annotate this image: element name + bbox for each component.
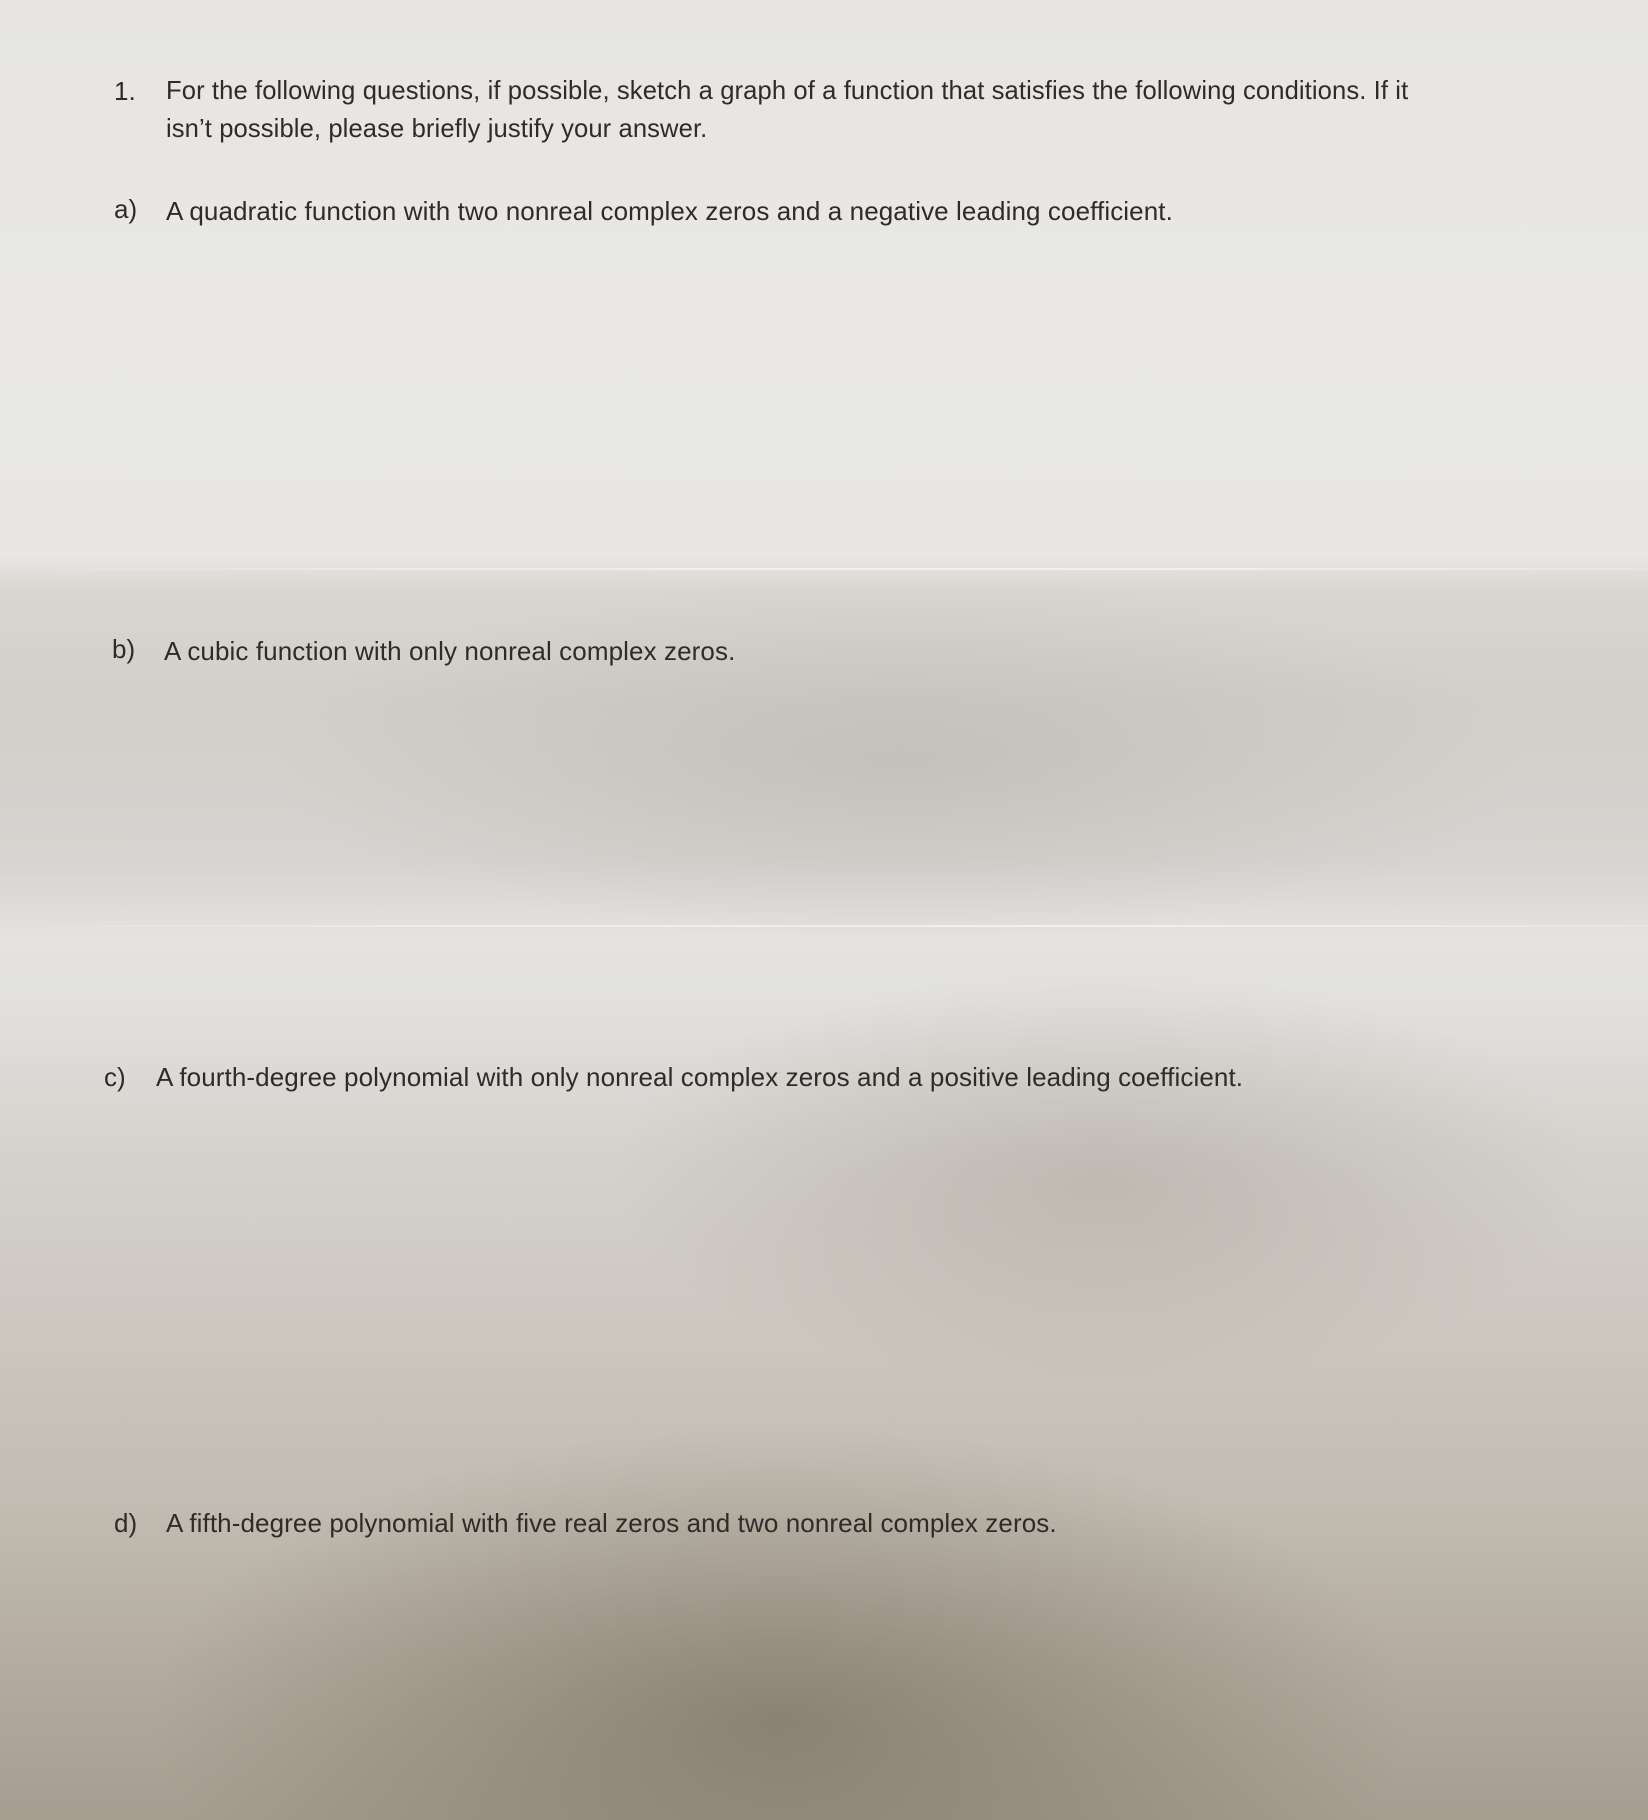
part-a-label: a)	[114, 194, 138, 224]
question-number: 1.	[114, 76, 136, 106]
question-text-line-2: isn’t possible, please briefly justify your answer.	[166, 115, 708, 143]
part-d-text: A fifth-degree polynomial with five real zeros and two nonreal complex zeros.	[166, 1508, 1057, 1538]
part-c-text: A fourth-degree polynomial with only nonreal complex zeros and a positive leading coefficient.	[156, 1062, 1244, 1092]
paper-crease	[0, 568, 1648, 570]
part-c-label: c)	[104, 1062, 126, 1092]
part-a-text: A quadratic function with two nonreal complex zeros and a negative leading coefficient.	[166, 196, 1173, 226]
part-b-label: b)	[112, 634, 136, 664]
part-d-label: d)	[114, 1508, 138, 1538]
paper-crease	[0, 925, 1648, 927]
part-b-text: A cubic function with only nonreal complex zeros.	[164, 636, 736, 666]
question-text-line-1: For the following questions, if possible, sketch a graph of a function that satisfies the following conditions. If it	[166, 77, 1409, 105]
